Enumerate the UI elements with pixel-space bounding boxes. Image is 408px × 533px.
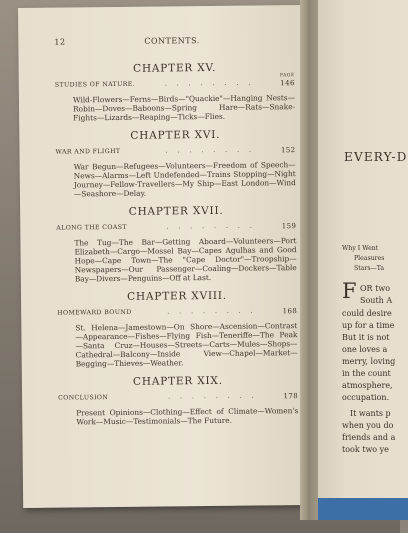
leader-dots: . . . . . . . . bbox=[166, 222, 256, 231]
chapter-block bbox=[58, 374, 299, 427]
chapter-page: 178 bbox=[283, 392, 299, 401]
chapter-page: 168 bbox=[282, 307, 298, 316]
body-line: could desire bbox=[342, 309, 392, 318]
body-line: when you do bbox=[342, 421, 394, 430]
chapter-title: CHAPTER XVI. bbox=[130, 128, 221, 142]
chapter-name: ALONG THE COAST bbox=[56, 223, 127, 232]
book-cover-edge bbox=[318, 498, 408, 520]
drop-cap: F bbox=[342, 279, 357, 303]
body-line: took two ye bbox=[342, 445, 389, 454]
page-header bbox=[54, 35, 294, 56]
chapter-block bbox=[57, 289, 298, 369]
chapter-entry bbox=[56, 220, 296, 235]
page-number: 12 bbox=[54, 37, 66, 47]
right-page-subline: Stars—Ta bbox=[354, 265, 385, 272]
chapter-title: CHAPTER XIX. bbox=[132, 374, 223, 388]
chapter-page: 146 bbox=[280, 79, 295, 88]
body-line: OR two bbox=[360, 284, 391, 293]
leader-dots: . . . . . . . . bbox=[165, 146, 256, 155]
chapter-block bbox=[55, 128, 296, 199]
leader-dots: . . . . . . . . bbox=[167, 307, 257, 316]
body-line: South A bbox=[360, 296, 393, 305]
chapter-summary: War Begun—Refugees—Volunteers—Freedom of Speech—News—Alarms—Left Undefended—Trains Stopping—Night Journey—Fellow-Travellers—My Ship—East London—Wind—Seashore—Delay. bbox=[73, 160, 296, 199]
chapter-entry bbox=[54, 73, 295, 92]
chapter-entry bbox=[57, 305, 297, 320]
chapter-title: CHAPTER XVIII. bbox=[127, 289, 227, 303]
chapter-block bbox=[56, 204, 297, 284]
left-page bbox=[18, 5, 323, 508]
body-line: up for a time bbox=[342, 321, 395, 330]
chapter-summary: Wild-Flowers—Ferns—Birds—"Quackie"—Hanging Nests—Robin—Doves—Baboons—Spring Hare—Rats—Snake-Fights—Lizards—Reaping—Ticks—Flies. bbox=[72, 93, 296, 123]
chapter-entry bbox=[55, 144, 295, 159]
page-column-label: PAGE bbox=[279, 73, 295, 79]
chapter-name: STUDIES OF NATURE. bbox=[54, 80, 136, 89]
body-line: atmosphere, bbox=[342, 381, 393, 390]
chapter-summary: The Tug—The Bar—Getting Aboard—Volunteers—Port Elizabeth—Cargo—Mossel Bay—Capes Agulhas and Good Hope—Cape Town—The "Cape Doctor"—Troopship—Newspapers—Our Passenger—Coaling—Dockers—Table Bay—Divers—Penguins—Off at Last. bbox=[74, 236, 297, 284]
chapter-summary: St. Helena—Jamestown—On Shore—Ascension—Contrast—Appearance—Fishes—Flying Fish—Teneriffe—The Peak—Santa Cruz—Houses—Streets—Carts—Mules—Shops—Cathedral—Balcony—Inside View—Chapel—Market—Begging—Thieves—Weather. bbox=[75, 321, 298, 369]
chapter-name: CONCLUSION bbox=[58, 394, 109, 402]
chapter-page: 152 bbox=[280, 146, 296, 155]
chapter-entry bbox=[58, 390, 298, 405]
chapter-title: CHAPTER XV. bbox=[133, 61, 217, 75]
contents-page-body bbox=[54, 35, 298, 432]
body-line: in the count bbox=[342, 369, 391, 378]
body-line: one loves a bbox=[342, 345, 388, 354]
chapter-page: 159 bbox=[281, 222, 297, 231]
chapter-title: CHAPTER XVII. bbox=[128, 204, 224, 218]
right-page bbox=[318, 0, 408, 520]
leader-dots: . . . . . . . . bbox=[168, 392, 258, 401]
right-page-subline: Pleasures bbox=[354, 255, 385, 262]
chapter-name: HOMEWARD BOUND bbox=[57, 308, 132, 317]
leader-dots: . . . . . . . . bbox=[164, 79, 255, 88]
body-line: friends and a bbox=[342, 433, 396, 442]
body-line: merry, loving bbox=[342, 357, 396, 366]
chapter-name: WAR AND FLIGHT bbox=[55, 147, 121, 156]
right-page-subline: Why I Went bbox=[342, 245, 379, 252]
body-line: occupation. bbox=[342, 393, 390, 402]
right-page-title: EVERY-D bbox=[344, 150, 408, 164]
running-title: CONTENTS. bbox=[144, 36, 200, 46]
chapter-block bbox=[55, 61, 296, 123]
chapter-summary: Present Opinions—Clothing—Effect of Climate—Women's Work—Music—Testimonials—The Future. bbox=[76, 406, 299, 427]
body-line: But it is not bbox=[342, 333, 390, 342]
body-line: It wants p bbox=[350, 409, 391, 418]
